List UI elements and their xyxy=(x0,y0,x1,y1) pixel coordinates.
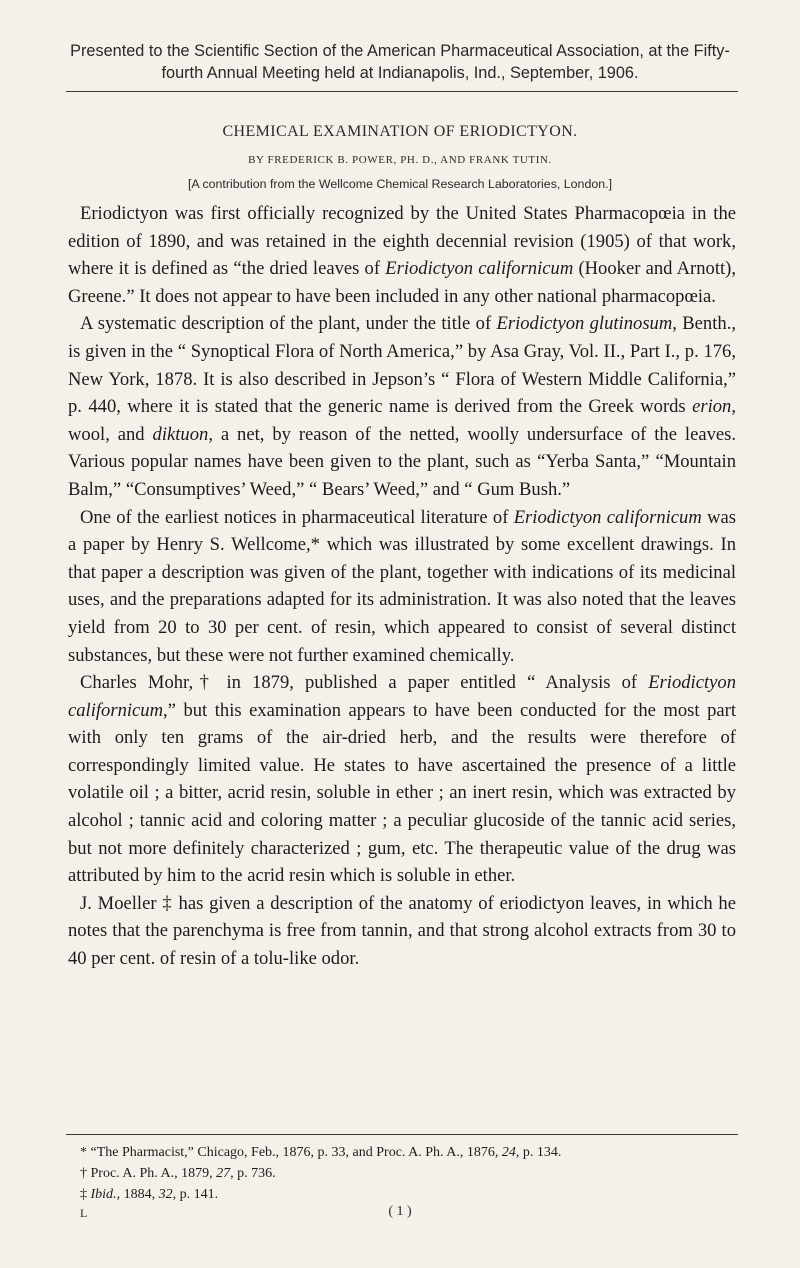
footnote-3-year: , 1884, xyxy=(116,1187,159,1202)
footnote-3-volume: 32 xyxy=(158,1187,173,1202)
footnote-3-mark: ‡ xyxy=(80,1187,91,1202)
article-body xyxy=(68,200,736,973)
paragraph-2-text-end: , a net, by reason of the netted, woolly undersurface of the leaves. Various popular names have been given to the plant, such as “Yerba Santa,” “Mountain Balm,” “Consumptives’ Weed,” “ Bears’ Weed,” and “ Gum Bush.” xyxy=(68,423,737,500)
footnote-rule xyxy=(66,1134,738,1135)
footnote-3-ibid: Ibid. xyxy=(90,1187,117,1202)
species-name: Eriodictyon californicum xyxy=(513,506,702,528)
species-name: Eriodictyon californicum xyxy=(385,258,574,280)
footnote-2 xyxy=(80,1163,740,1184)
species-name: Eriodictyon californicum xyxy=(68,672,736,721)
footnote-2-text: † Proc. A. Ph. A., 1879, xyxy=(80,1166,217,1181)
article-title: CHEMICAL EXAMINATION OF ERIODICTYON. xyxy=(222,123,578,140)
paragraph-1-text: Eriodictyon was first officially recognized by the United States Pharmacopœia in the edition of 1890, and was retained in the eighth decennial revision (1905) of that work, where it is defined as “the dried leaves of xyxy=(68,203,736,280)
paragraph-5-text: J. Moeller ‡ has given a description of the anatomy of eriodictyon leaves, in which he notes that the parenchyma is free from tannin, and that strong alcohol extracts from 30 to 40 per cent. of resin of a tolu-like odor. xyxy=(68,892,736,970)
signature-mark: L xyxy=(80,1206,88,1220)
footnote-2-volume: 27 xyxy=(216,1166,231,1181)
paragraph-4 xyxy=(68,669,736,890)
footnotes xyxy=(80,1142,740,1205)
greek-word-diktuon: diktuon xyxy=(152,423,209,445)
paragraph-2-text-mid2: , wool, and xyxy=(68,396,736,445)
footnote-3-page: , p. 141. xyxy=(172,1187,219,1202)
header-rule xyxy=(66,91,738,92)
footnote-2-page: , p. 736. xyxy=(230,1166,276,1181)
species-name: Eriodictyon glutinosum xyxy=(496,313,673,335)
paragraph-4-text-end: ,” but this examination appears to have been conducted for the most part with only ten grams of the air-dried herb, and the results were therefore of correspondingly limited value. He states to have ascertained the presence of a little volatile oil ; a bitter, acrid resin, soluble in ether ; an inert resin, which was extracted by alcohol ; tannic acid and coloring matter ; a peculiar glucoside of the tannic acid series, but not more definitely characterized ; gum, etc. The therapeutic value of the drug was attributed by him to the acrid resin which is soluble in ether. xyxy=(68,699,736,887)
contribution-note: [A contribution from the Wellcome Chemical Research Laboratories, London.] xyxy=(187,177,613,191)
presentation-note: Presented to the Scientific Section of the American Pharmaceutical Association, at the Fifty-fourth Annual Meeting held at Indianapolis, Ind., September, 1906. xyxy=(70,42,730,82)
paragraph-1-text-end: (Hooker and Arnott), Greene.” It does not appear to have been included in any other national pharmacopœia. xyxy=(68,258,736,307)
paragraph-4-text: Charles Mohr,† in 1879, published a paper entitled “ Analysis of xyxy=(80,672,649,694)
article-byline: BY FREDERICK B. POWER, PH. D., AND FRANK TUTIN. xyxy=(248,154,552,166)
footnote-3 xyxy=(80,1184,740,1205)
greek-word-erion: erion xyxy=(692,396,732,418)
page-number: ( 1 ) xyxy=(388,1204,412,1219)
paragraph-3-text: One of the earliest notices in pharmaceutical literature of xyxy=(80,506,514,528)
footnote-1-volume: 24 xyxy=(501,1145,516,1160)
paragraph-3-text-end: was a paper by Henry S. Wellcome,* which was illustrated by some excellent drawings. In that paper a description was given of the plant, together with indications of its medicinal uses, and the preparations adapted for its administration. It was also noted that the leaves yield from 20 to 30 per cent. of resin, which appeared to consist of several distinct substances, but these were not further examined chemically. xyxy=(68,506,736,666)
paragraph-2-text-mid: , Benth., is given in the “ Synoptical Flora of North America,” by Asa Gray, Vol. II., Part I., p. 176, New York, 1878. It is also described in Jepson’s “ Flora of Western Middle California,” p. 440, where it is stated that the generic name is derived from the Greek words xyxy=(68,313,736,418)
footnote-1-page: , p. 134. xyxy=(515,1145,562,1160)
footnote-1-text: * “The Pharmacist,” Chicago, Feb., 1876, p. 33, and Proc. A. Ph. A., 1876, xyxy=(80,1145,502,1160)
paragraph-3 xyxy=(68,504,736,670)
paragraph-2-text: A systematic description of the plant, under the title of xyxy=(80,313,497,335)
paragraph-2 xyxy=(68,310,736,503)
paragraph-5 xyxy=(68,890,736,973)
paragraph-1 xyxy=(68,200,736,310)
footnote-1 xyxy=(80,1142,740,1163)
